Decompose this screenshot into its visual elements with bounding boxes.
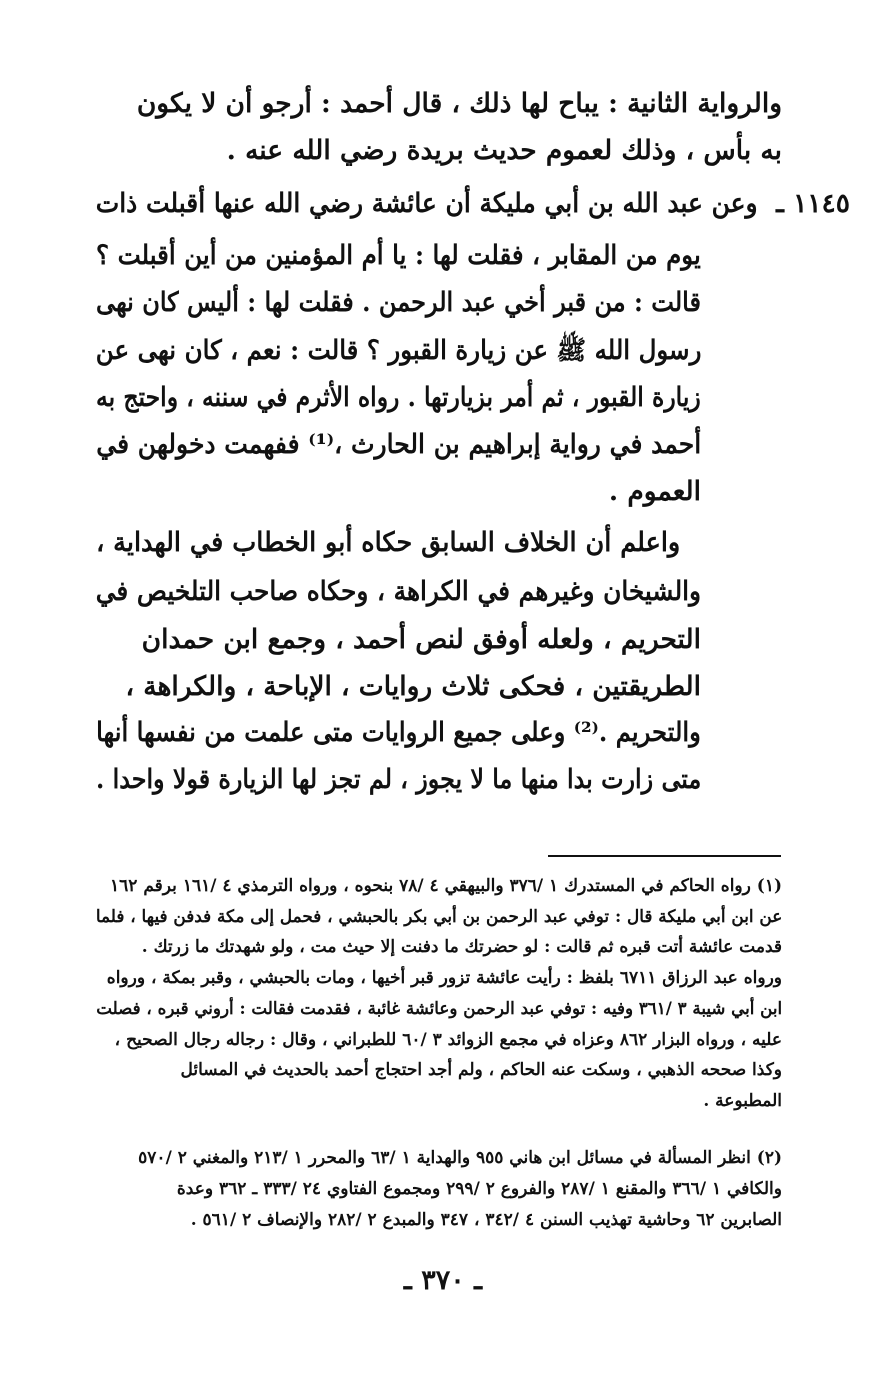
body-line: يوم من المقابر ، فقلت لها : يا أم المؤمنين من أين أقبلت ؟ — [96, 240, 701, 271]
footnote-line: ورواه عبد الرزاق ٦٧١١ بلفظ : رأيت عائشة تزور قبر أخيها ، ومات بالحبشي ، وقبر بمكة ، ورواه — [106, 968, 782, 988]
body-line: به بأس ، وذلك لعموم حديث بريدة رضي الله عنه . — [226, 135, 782, 166]
footnote-line: الصابرين ٦٢ وحاشية تهذيب السنن ٤ /٣٤٢ ، ٣٤٧ والمبدع ٢ /٢٨٢ والإنصاف ٢ /٥٦١ . — [190, 1210, 782, 1230]
body-line: رسول الله ﷺ عن زيارة القبور ؟ قالت : نعم ، كان نهى عن — [95, 335, 701, 366]
body-line: قالت : من قبر أخي عبد الرحمن . فقلت لها : أليس كان نهى — [96, 287, 701, 318]
body-line: العموم . — [608, 476, 701, 507]
footnote-line: عن ابن أبي مليكة قال : توفي عبد الرحمن بن أبي بكر بالحبشي ، فحمل إلى مكة فدفن فيها ، فلما — [95, 907, 782, 927]
body-line: والشيخان وغيرهم في الكراهة ، وحكاه صاحب التلخيص في — [95, 576, 701, 607]
body-line: والرواية الثانية : يباح لها ذلك ، قال أحمد : أرجو أن لا يكون — [136, 88, 782, 119]
body-line: متى زارت بدا منها ما لا يجوز ، لم تجز لها الزيارة قولا واحدا . — [95, 764, 701, 795]
body-line: الطريقتين ، فحكى ثلاث روايات ، الإباحة ، والكراهة ، — [125, 671, 701, 702]
hadith-number: ١١٤٥ ـ — [776, 188, 850, 219]
body-line: واعلم أن الخلاف السابق حكاه أبو الخطاب في الهداية ، — [95, 527, 680, 558]
footnote-line: المطبوعة . — [703, 1091, 782, 1111]
body-line: وعن عبد الله بن أبي مليكة أن عائشة رضي الله عنها أقبلت ذات — [96, 188, 758, 219]
footnote-line: والكافي ١ /٣٦٦ والمقنع ١ /٢٨٧ والفروع ٢ /٢٩٩ ومجموع الفتاوي ٢٤ /٣٣٣ ـ ٣٦٢ وعدة — [176, 1179, 782, 1199]
footnote-separator — [548, 855, 781, 857]
body-line: أحمد في رواية إبراهيم بن الحارث ،⁽¹⁾ ففهمت دخولهن في — [95, 429, 701, 460]
footnote-line: وكذا صححه الذهبي ، وسكت عنه الحاكم ، ولم أجد احتجاج أحمد بالحديث في المسائل — [180, 1060, 782, 1080]
page-number: ـ ٣٧٠ ـ — [403, 1265, 483, 1296]
body-line: والتحريم .⁽²⁾ وعلى جميع الروايات متى علمت من نفسها أنها — [96, 717, 701, 748]
footnote-line: ابن أبي شيبة ٣ /٣٦١ وفيه : توفي عبد الرحمن وعائشة غائبة ، فقدمت فقالت : أروني قبره ، فصلت — [96, 999, 782, 1019]
footnote-line: قدمت عائشة أتت قبره ثم قالت : لو حضرتك ما دفنت إلا حيث مت ، ولو شهدتك ما زرتك . — [141, 937, 782, 957]
body-line: زيارة القبور ، ثم أمر بزيارتها . رواه الأثرم في سننه ، واحتج به — [96, 382, 701, 413]
footnote-line: عليه ، ورواه البزار ٨٦٢ وعزاه في مجمع الزوائد ٣ /٦٠ للطبراني ، وقال : رجاله رجال الصحيح ، — [114, 1030, 782, 1050]
footnote-line: (١) رواه الحاكم في المستدرك ١ /٣٧٦ والبيهقي ٤ /٧٨ بنحوه ، ورواه الترمذي ٤ /١٦١ برقم ١٦٢ — [110, 876, 782, 896]
body-line: التحريم ، ولعله أوفق لنص أحمد ، وجمع ابن حمدان — [141, 624, 701, 655]
footnote-line: (٢) انظر المسألة في مسائل ابن هاني ٩٥٥ والهداية ١ /٦٣ والمحرر ١ /٢١٣ والمغني ٢ /٥٧٠ — [138, 1148, 782, 1168]
